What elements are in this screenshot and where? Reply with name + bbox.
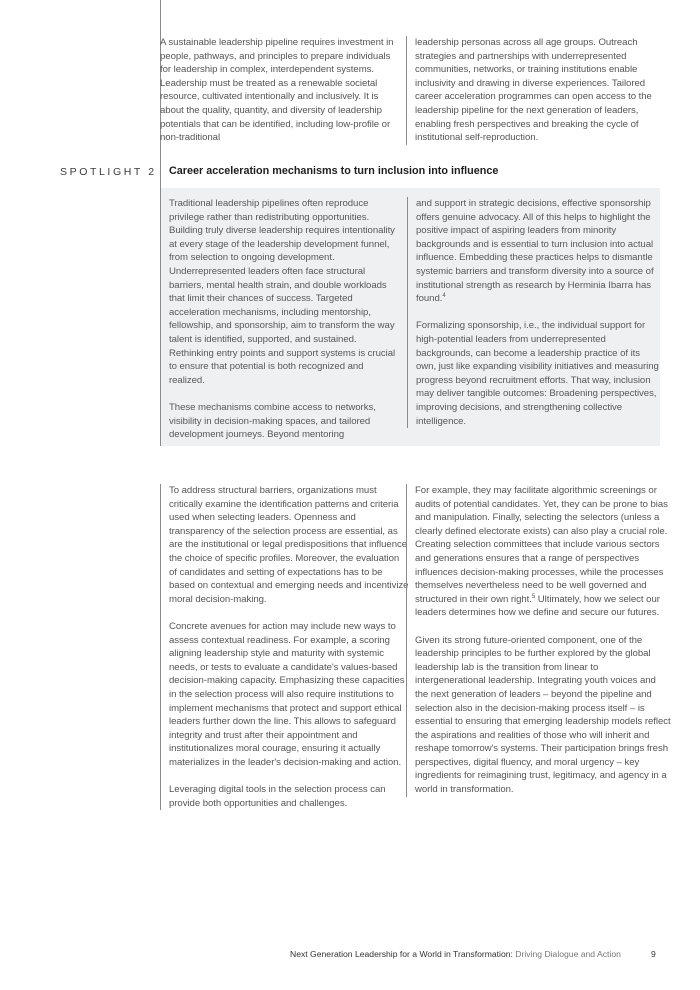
body-left-paragraph-1: To address structural barriers, organizations must critically examine the identification patterns and criteria used when selecting leaders. Openness and transparency of the selection process are essential, as are the institutional or legal predispositions that influence the choice of specific profiles. Moreover, the evaluation of candidates and setting of expectations has to be based on contextual and emerging needs and incentivize moral decision-making.	[169, 485, 409, 605]
footer-title-light: Driving Dialogue and Action	[512, 949, 621, 959]
body-right-paragraph-1	[415, 484, 671, 620]
body-right-column	[406, 484, 671, 797]
spotlight-left-column	[169, 197, 401, 442]
footer-title-bold: Next Generation Leadership for a World in Transformation:	[290, 949, 513, 959]
spotlight-label: SPOTLIGHT 2	[60, 166, 157, 178]
spotlight-right-paragraph-1	[416, 197, 662, 306]
intro-right-paragraph: leadership personas across all age groups. Outreach strategies and partnerships with underrepresented communities, networks, or training institutions enable inclusivity and drawing in diverse experiences. Tailored career acceleration programmes can open access to the leadership pipeline for the next generation of leaders, enabling fresh perspectives and breaking the cycle of institutional self-reproduction.	[415, 37, 652, 144]
body-left-column	[160, 484, 409, 810]
body-right-paragraph-1-text-a: For example, they may facilitate algorithmic screenings or audits of potential candidates. Yet, they can be prone to bias and manipulation. Finally, selecting the selectors (unless a clearly defined electorate exists) can also play a crucial role. Creating selection committees that include various sectors and generations ensures that a range of perspectives influences decision-making processes, while the processes themselves nevertheless need to be well governed and structured in their own right.	[415, 485, 668, 605]
intro-left-paragraph: A sustainable leadership pipeline requires investment in people, pathways, and principles to prepare individuals for leadership in complex, interdependent systems. Leadership must be treated as a renewable societal resource, cultivated intentionally and inclusively. It is about the quality, quantity, and diversity of leadership potentials that can be identified, including low-profile or non-traditional	[160, 37, 394, 144]
spotlight-left-paragraph-2: These mechanisms combine access to networks, visibility in decision-making spaces, and tailored development journeys. Beyond mentoring	[169, 401, 376, 441]
body-right-paragraph-2: Given its strong future-oriented component, one of the leadership principles to be further explored by the global leadership lab is the transition from linear to intergenerational leadership. Integrating youth voices and the next generation of leaders – beyond the pipeline and selection also in the decision-making process itself – is essential to ensuring that emerging leadership models reflect the aspirations and realities of those who will inherit and reshape tomorrow's systems. Their participation brings fresh perspectives, digital fluency, and moral urgency – key ingredients for reimagining trust, legitimacy, and agency in a world in transformation.	[415, 634, 671, 796]
spotlight-right-column	[407, 197, 662, 428]
body-left-paragraph-3: Leveraging digital tools in the selection process can provide both opportunities and challenges.	[169, 784, 386, 809]
spotlight-right-paragraph-2: Formalizing sponsorship, i.e., the individual support for high-potential leaders from underrepresented backgrounds, can become a leadership practice of its own, just like expanding visibility initiatives and measuring progress beyond recruitment efforts. That way, inclusion may deliver tangible outcomes: Broadening perspectives, improving decisions, and strengthening collective intelligence.	[416, 320, 659, 427]
intro-right-column	[406, 36, 671, 145]
footnote-5[interactable]: 5	[531, 593, 536, 600]
body-left-paragraph-2: Concrete avenues for action may include new ways to assess contextual readiness. For example, a scoring aligning leadership style and maturity with systemic needs, or tests to evaluate a candidate's values-based decision-making capacity. Emphasizing these capacities in the selection process will also require institutions to implement mechanisms that protect and support ethical leaders further down the line. This allows to safeguard integrity and trust after their appointment and institutionalizes moral courage, ensuring it actually materializes in the leader's decision-making and action.	[169, 620, 405, 768]
intro-left-column	[160, 36, 400, 145]
page-footer	[290, 949, 621, 959]
page-number: 9	[651, 949, 656, 959]
spotlight-title: Career acceleration mechanisms to turn inclusion into influence	[169, 165, 499, 177]
footnote-4[interactable]: 4	[442, 292, 446, 299]
body-right-paragraph-1-text-b: Ultimately, how we select our leaders determines how we define and secure our futures.	[415, 593, 660, 619]
spotlight-right-paragraph-1-text: and support in strategic decisions, effective sponsorship offers genuine advocacy. All of this helps to highlight the positive impact of aspiring leaders from minority backgrounds and is essential to turn inclusion into actual influence. Embedding these practices helps to dismantle systemic barriers and transform diversity into a source of institutional strength as research by Herminia Ibarra has found.	[416, 198, 654, 305]
spotlight-left-paragraph-1: Traditional leadership pipelines often reproduce privilege rather than redistributing opportunities. Building truly diverse leadership requires intentionality at every stage of the leadership development funnel, from selection to ongoing development. Underrepresented leaders often face structural barriers, mental health strain, and double workloads that limit their chances of success. Targeted acceleration mechanisms, including mentorship, fellowship, and sponsorship, aim to transform the way talent is identified, supported, and sustained. Rethinking entry points and support systems is crucial to ensure that potential is both recognized and realized.	[169, 198, 396, 386]
